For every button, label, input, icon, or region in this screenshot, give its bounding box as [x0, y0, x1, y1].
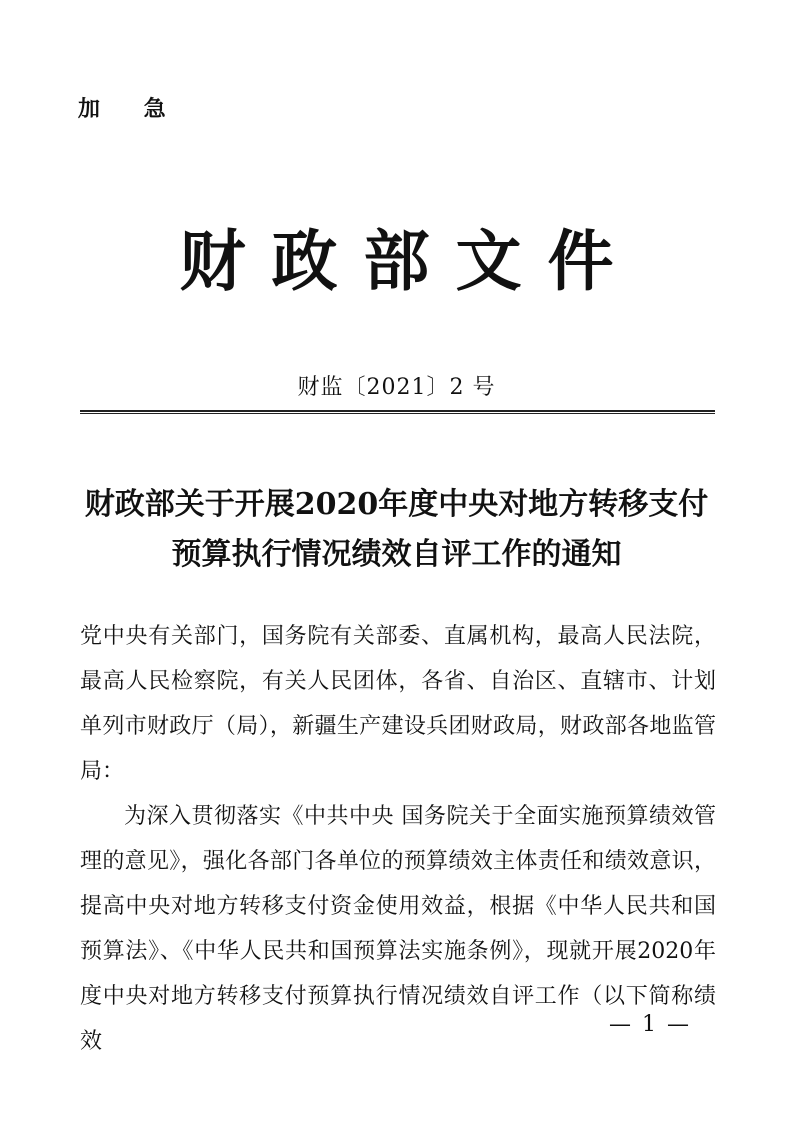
- document-number: 财监〔2021〕2 号: [297, 375, 496, 400]
- document-title-line-2: 预算执行情况绩效自评工作的通知: [171, 537, 622, 572]
- urgency-label: 加 急: [78, 97, 184, 122]
- document-title-line-1: 财政部关于开展2020年度中央对地方转移支付: [84, 487, 709, 522]
- body-paragraph: 为深入贯彻落实《中共中央 国务院关于全面实施预算绩效管理的意见》，强化各部门各单位的预算绩效主体责任和绩效意识，提高中央对地方转移支付资金使用效益，根据《中华人民共和国预算法》、《中华人民共和国预算法实施条例》，现就开展2020年度中央对地方转移支付预算执行情况绩效自评工作（以下简称绩效: [80, 804, 716, 1054]
- document-body: [80, 614, 716, 1064]
- issuer-header: 财政部文件: [179, 222, 640, 300]
- document-title: [60, 480, 733, 580]
- addressees-paragraph: 党中央有关部门，国务院有关部委、直属机构，最高人民法院，最高人民检察院，有关人民团体，各省、自治区、直辖市、计划单列市财政厅（局），新疆生产建设兵团财政局，财政部各地监管局：: [80, 624, 716, 784]
- page-number: — 1 —: [609, 1012, 691, 1037]
- header-separator-line: [80, 410, 715, 414]
